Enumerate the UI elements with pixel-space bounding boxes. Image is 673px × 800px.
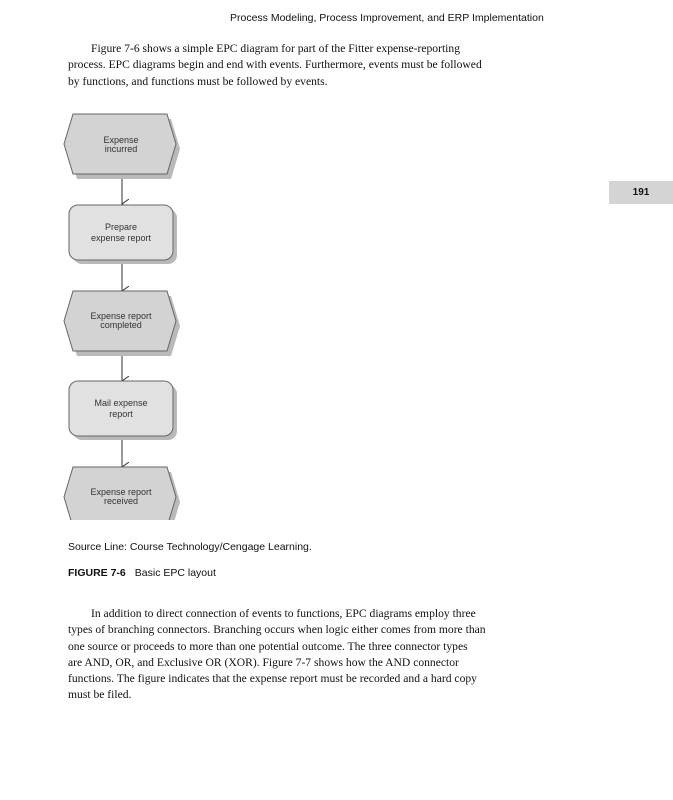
epc-diagram [60, 108, 190, 520]
paragraph-line: functions. The figure indicates that the expense report must be recorded and a hard copy [68, 672, 477, 686]
node-label: Prepare [104, 222, 138, 232]
figure-label: FIGURE 7-6 [68, 567, 126, 579]
figure-title: Basic EPC layout [134, 567, 216, 579]
paragraph-line: types of branching connectors. Branching occurs when logic either comes from more than [68, 623, 486, 637]
node-label: incurred [104, 144, 138, 154]
paragraph-line: In addition to direct connection of events to functions, EPC diagrams employ three [91, 607, 476, 620]
paragraph-line: Figure 7-6 shows a simple EPC diagram for part of the Fitter expense-reporting [91, 42, 460, 55]
event-node [64, 114, 180, 179]
paragraph-line: must be filed. [68, 688, 132, 702]
paragraph-line: are AND, OR, and Exclusive OR (XOR). Figure 7-7 shows how the AND connector [68, 655, 459, 669]
node-label: Mail expense [94, 398, 148, 408]
source-line: Source Line: Course Technology/Cengage Learning. [68, 541, 312, 553]
paragraph-line: one source or proceeds to more than one potential outcome. The three connector types [68, 639, 468, 653]
node-label: received [103, 496, 139, 506]
paragraph-line: process. EPC diagrams begin and end with events. Furthermore, events must be followed [68, 58, 482, 72]
function-node [69, 381, 177, 440]
figure-caption [68, 567, 216, 579]
function-node [69, 205, 177, 264]
node-label: Expense [103, 135, 139, 145]
page-number-tab: 191 [609, 181, 673, 204]
running-header: Process Modeling, Process Improvement, and ERP Implementation [230, 12, 544, 24]
event-node [64, 291, 180, 356]
paragraph-line: by functions, and functions must be followed by events. [68, 74, 328, 88]
node-label: completed [100, 320, 142, 330]
node-label: report [109, 409, 133, 419]
event-node [64, 467, 180, 520]
node-label: Expense report [90, 487, 152, 497]
node-label: Expense report [90, 311, 152, 321]
node-label: expense report [90, 233, 152, 243]
body-paragraph [68, 606, 568, 704]
intro-paragraph [68, 41, 568, 90]
